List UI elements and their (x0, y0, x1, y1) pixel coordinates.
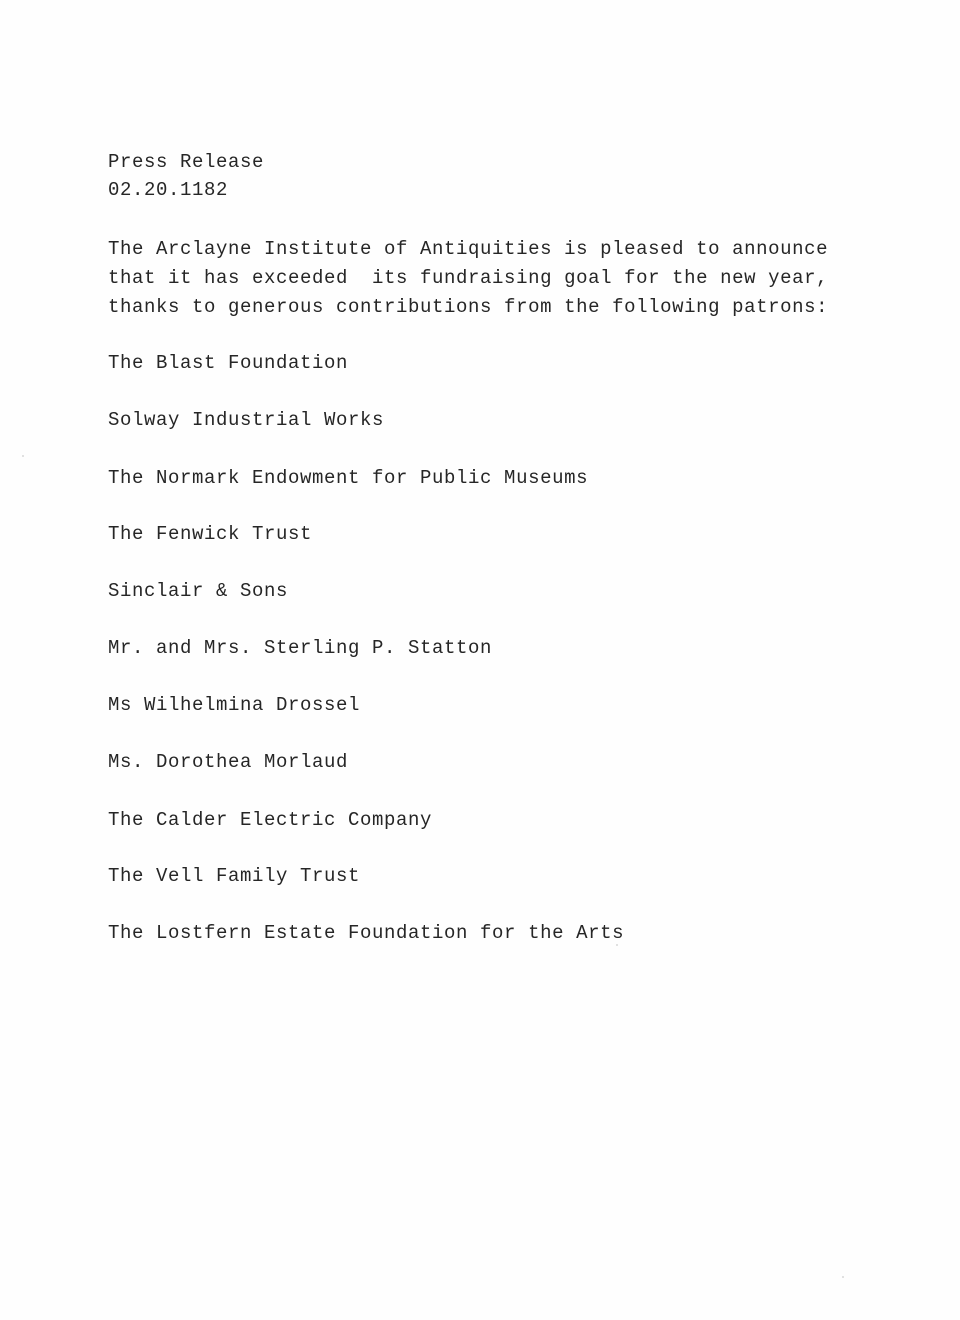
patron-item: The Blast Foundation (108, 352, 349, 374)
patron-item: Solway Industrial Works (108, 409, 385, 431)
patron-item: The Calder Electric Company (108, 809, 433, 831)
patron-item: Mr. and Mrs. Sterling P. Statton (108, 637, 493, 659)
document-heading: Press Release (108, 151, 265, 173)
patron-item: The Fenwick Trust (108, 523, 313, 545)
patron-item: The Normark Endowment for Public Museums (108, 467, 589, 489)
patron-item: Ms. Dorothea Morlaud (108, 751, 349, 773)
document-date: 02.20.1182 (108, 179, 229, 201)
paper-speck (842, 1276, 844, 1278)
intro-line: that it has exceeded its fundraising goal for the new year, (108, 267, 829, 289)
patron-item: Ms Wilhelmina Drossel (108, 694, 361, 716)
paper-speck (22, 455, 24, 457)
patron-item: Sinclair & Sons (108, 580, 289, 602)
patron-item: The Vell Family Trust (108, 865, 361, 887)
intro-line: The Arclayne Institute of Antiquities is pleased to announce (108, 238, 829, 260)
intro-line: thanks to generous contributions from the following patrons: (108, 296, 829, 318)
paper-speck (616, 944, 618, 946)
patron-item: The Lostfern Estate Foundation for the Arts (108, 922, 625, 944)
